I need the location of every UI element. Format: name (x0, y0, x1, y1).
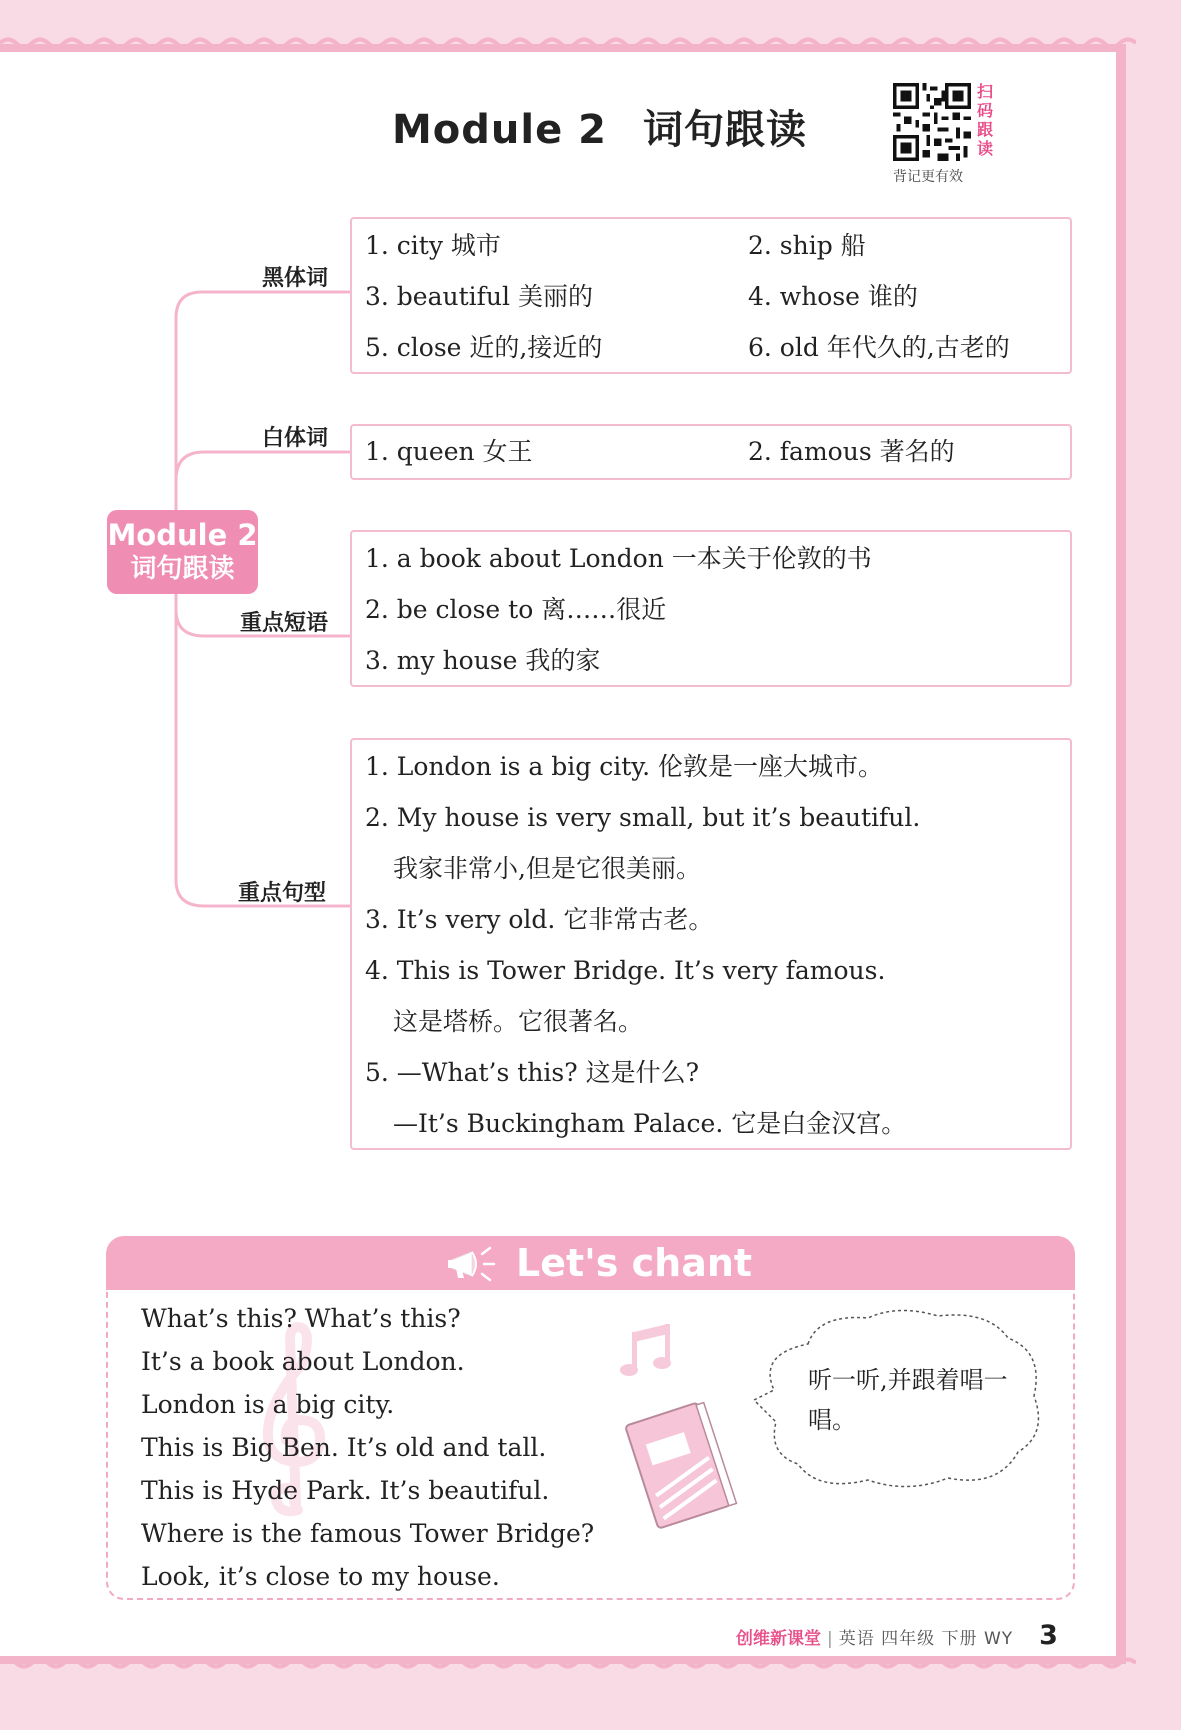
word-item: 3. beautiful 美丽的 (365, 282, 593, 311)
word-item: 4. whose 谁的 (748, 282, 918, 311)
chant-line: Look, it’s close to my house. (141, 1562, 500, 1591)
category-bold-words: 黑体词 (262, 266, 329, 291)
phrase-row: 3. my house 我的家 (365, 646, 601, 675)
qr-side-char: 扫 (976, 82, 993, 101)
sentence-row: 4. This is Tower Bridge. It’s very famous. (365, 956, 886, 985)
sentence-row: 2. My house is very small, but it’s beautiful. (365, 803, 921, 832)
chant-line: What’s this? What’s this? (141, 1304, 461, 1333)
footer-separator: | (827, 1629, 833, 1649)
mindmap-center-node (107, 510, 258, 594)
footer-brand: 创维新课堂 (736, 1629, 821, 1649)
category-plain-words: 白体词 (262, 426, 329, 451)
word-item: 2. famous 著名的 (748, 437, 955, 466)
title-cn: 词句跟读 (643, 107, 807, 153)
plain-words-box (350, 424, 1072, 480)
qr-side-label (975, 82, 995, 158)
word-row (365, 322, 1070, 373)
qr-code-icon[interactable] (893, 83, 971, 161)
word-item: 5. close 近的,接近的 (365, 333, 603, 362)
sentence-row: 3. It’s very old. 它非常古老。 (365, 905, 714, 934)
sentence-row: —It’s Buckingham Palace. 它是白金汉宫。 (393, 1109, 907, 1138)
wavy-border-bottom (0, 1656, 1136, 1670)
page-number: 3 (1039, 1620, 1058, 1651)
sentence-translation: 我家非常小,但是它很美丽。 (393, 854, 701, 883)
book-icon (618, 1390, 748, 1540)
bubble-text: 听一听,并跟着唱一唱。 (808, 1366, 1008, 1434)
word-item: 1. queen 女王 (365, 437, 533, 466)
chant-line: Where is the famous Tower Bridge? (141, 1519, 595, 1548)
phrase-row: 1. a book about London 一本关于伦敦的书 (365, 544, 872, 573)
word-row (365, 426, 1070, 477)
footer-info: 英语 四年级 下册 WY (838, 1629, 1014, 1649)
phrases-box (350, 530, 1072, 687)
chant-lyrics (141, 1297, 594, 1598)
sentence-translation: 这是塔桥。它很著名。 (393, 1007, 644, 1036)
sentence-row: 5. —What’s this? 这是什么? (365, 1058, 699, 1087)
qr-side-char: 码 (976, 101, 993, 120)
word-item: 6. old 年代久的,古老的 (748, 333, 1010, 362)
chant-line: It’s a book about London. (141, 1347, 465, 1376)
phrase-row: 2. be close to 离……很近 (365, 595, 667, 624)
center-node-line2: 词句跟读 (130, 554, 235, 584)
qr-side-char: 读 (976, 139, 993, 158)
word-row (365, 271, 1070, 322)
title-module: Module 2 (392, 107, 607, 153)
center-node-line1: Module 2 (107, 518, 258, 552)
qr-side-char: 跟 (976, 120, 993, 139)
chant-line: This is Big Ben. It’s old and tall. (141, 1433, 547, 1462)
category-phrases: 重点短语 (240, 611, 329, 636)
page-title (392, 98, 807, 155)
music-note-icon (618, 1320, 674, 1382)
word-row (365, 220, 1070, 271)
qr-caption: 背记更有效 (893, 169, 963, 185)
word-item: 1. city 城市 (365, 231, 501, 260)
sentences-box (350, 738, 1072, 1150)
sentence-row: 1. London is a big city. 伦敦是一座大城市。 (365, 752, 883, 781)
chant-title: Let's chant (516, 1241, 753, 1285)
word-item: 2. ship 船 (748, 231, 866, 260)
chant-line: London is a big city. (141, 1390, 395, 1419)
megaphone-icon (446, 1244, 508, 1284)
chant-line: This is Hyde Park. It’s beautiful. (141, 1476, 550, 1505)
page-footer (736, 1620, 1058, 1651)
bold-words-box (350, 217, 1072, 374)
category-sentences: 重点句型 (238, 881, 327, 906)
wavy-border-top (0, 36, 1136, 50)
